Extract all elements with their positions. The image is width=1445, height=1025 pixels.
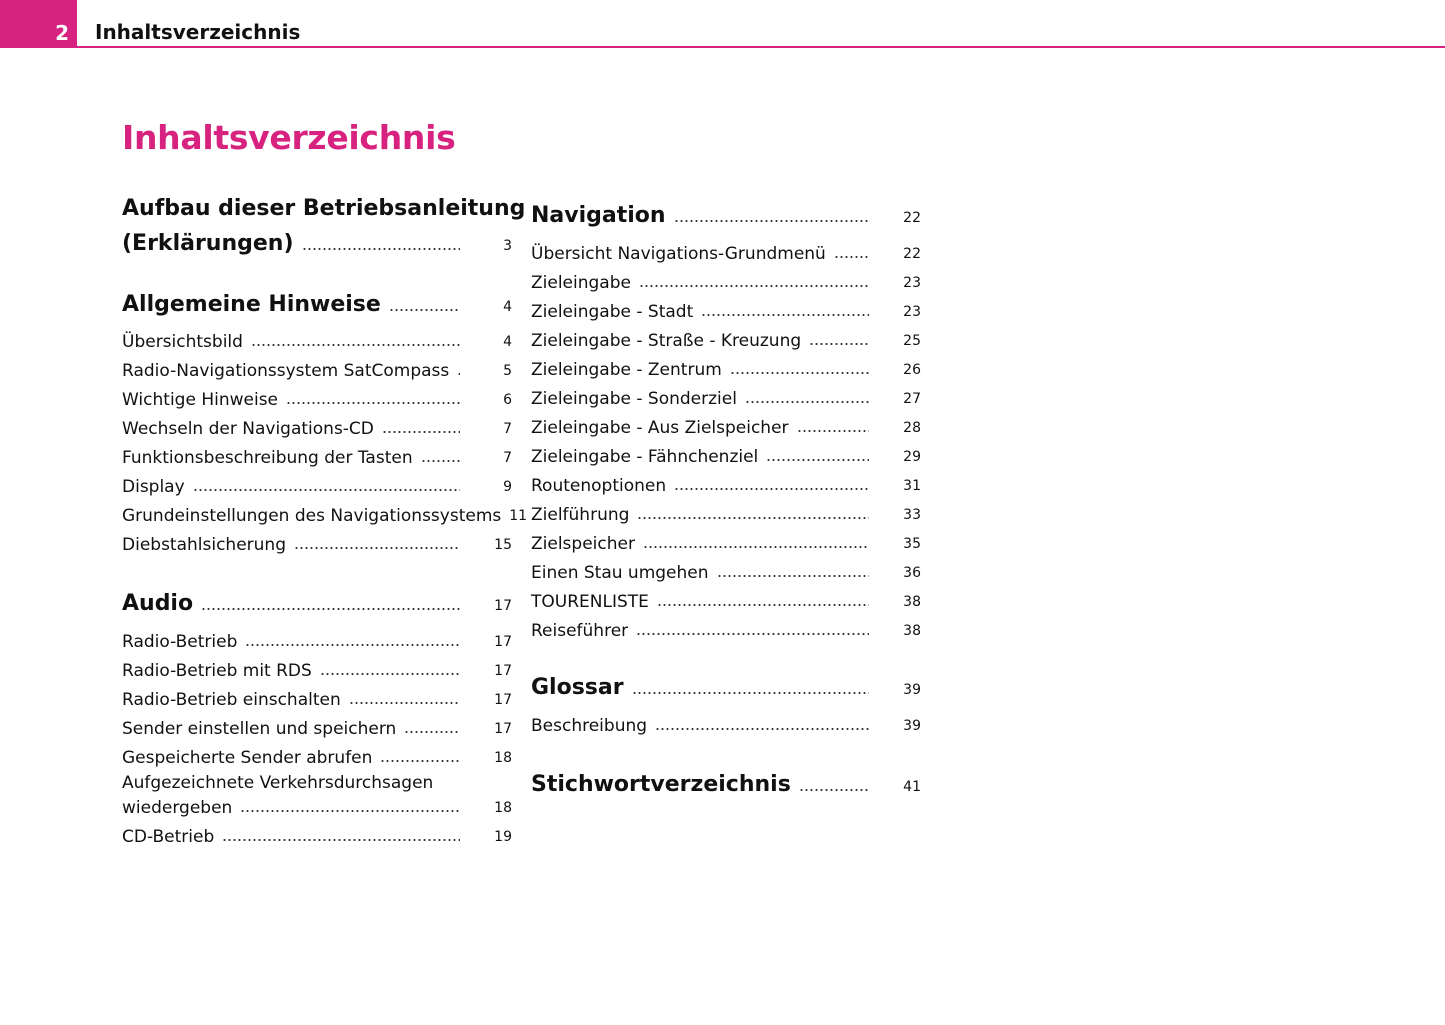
toc-section-navigation[interactable] (531, 196, 921, 228)
section-title: Audio (122, 591, 194, 616)
page-number: 2 (0, 0, 77, 48)
toc-entry[interactable] (531, 327, 921, 351)
toc-entry[interactable] (122, 444, 512, 468)
page-ref: 18 (494, 750, 512, 766)
section-title-line1: Aufbau dieser Betriebsanleitung (122, 196, 526, 221)
entry-label: Einen Stau umgehen (531, 563, 709, 583)
page-ref: 31 (903, 478, 921, 494)
toc-entry[interactable] (531, 530, 921, 554)
dot-leader (222, 839, 460, 841)
section-title: Glossar (531, 675, 624, 700)
entry-label: Radio-Betrieb einschalten (122, 690, 341, 710)
dot-leader (382, 431, 460, 433)
section-title-line2: (Erklärungen) (122, 231, 294, 256)
entry-label-line1: Aufgezeichnete Verkehrsdurchsagen (122, 773, 434, 793)
dot-leader (320, 673, 460, 675)
toc-entry[interactable] (531, 588, 921, 612)
page-ref: 4 (503, 299, 512, 315)
page-ref: 7 (503, 450, 512, 466)
page-ref: 38 (903, 623, 921, 639)
entry-label: Funktionsbeschreibung der Tasten (122, 448, 413, 468)
dot-leader (349, 702, 460, 704)
page-ref: 15 (494, 537, 512, 553)
toc-entry[interactable] (531, 472, 921, 496)
page-ref: 29 (903, 449, 921, 465)
dot-leader (701, 314, 869, 316)
toc-entry[interactable] (122, 531, 512, 555)
toc-entry[interactable] (531, 298, 921, 322)
page-ref: 6 (503, 392, 512, 408)
dot-leader (637, 517, 869, 519)
page-ref: 41 (903, 779, 921, 795)
dot-leader (639, 285, 869, 287)
dot-leader (834, 256, 869, 258)
dot-leader (302, 248, 460, 250)
toc-entry[interactable] (122, 715, 512, 739)
toc-entry[interactable] (122, 415, 512, 439)
entry-label: Diebstahlsicherung (122, 535, 286, 555)
entry-label: Zieleingabe - Aus Zielspeicher (531, 418, 789, 438)
dot-leader (294, 547, 460, 549)
section-title: Navigation (531, 203, 666, 228)
dot-leader (404, 731, 460, 733)
page-ref: 25 (903, 333, 921, 349)
entry-label: Wichtige Hinweise (122, 390, 279, 410)
toc-entry[interactable] (122, 744, 512, 768)
dot-leader (797, 430, 869, 432)
page-ref: 5 (503, 363, 512, 379)
page-ref: 18 (494, 800, 512, 816)
dot-leader (799, 789, 869, 791)
page-ref: 3 (503, 238, 512, 254)
dot-leader (632, 692, 869, 694)
entry-label: CD-Betrieb (122, 827, 215, 847)
entry-label: Gespeicherte Sender abrufen (122, 748, 373, 768)
dot-leader (286, 402, 460, 404)
dot-leader (674, 220, 869, 222)
toc-entry[interactable] (531, 240, 921, 264)
toc-entry[interactable] (531, 712, 921, 736)
page-ref: 23 (903, 275, 921, 291)
entry-label: Zielführung (531, 505, 630, 525)
page-ref: 26 (903, 362, 921, 378)
toc-entry[interactable] (122, 502, 528, 526)
page-ref: 27 (903, 391, 921, 407)
page-ref: 17 (494, 634, 512, 650)
dot-leader (240, 810, 460, 812)
dot-leader (657, 604, 869, 606)
toc-entry[interactable] (531, 385, 921, 409)
toc-entry[interactable] (531, 414, 921, 438)
header-rule (77, 46, 1445, 48)
entry-label-line2: wiedergeben (122, 798, 233, 818)
page-ref: 22 (903, 246, 921, 262)
entry-label: Zieleingabe - Fähnchenziel (531, 447, 759, 467)
entry-label: Sender einstellen und speichern (122, 719, 397, 739)
entry-label: Radio-Betrieb mit RDS (122, 661, 312, 681)
entry-label: Wechseln der Navigations-CD (122, 419, 374, 439)
page-ref: 28 (903, 420, 921, 436)
page-ref: 23 (903, 304, 921, 320)
dot-leader (421, 460, 460, 462)
page-ref: 36 (903, 565, 921, 581)
toc-entry[interactable] (122, 386, 512, 410)
entry-label: Routenoptionen (531, 476, 667, 496)
dot-leader (636, 633, 869, 635)
entry-label: Radio-Navigationssystem SatCompass (122, 361, 450, 381)
entry-label: Zieleingabe - Straße - Kreuzung (531, 331, 802, 351)
entry-label: Display (122, 477, 185, 497)
dot-leader (389, 309, 460, 311)
toc-entry[interactable] (531, 501, 921, 525)
entry-label: Zieleingabe - Stadt (531, 302, 694, 322)
dot-leader (745, 401, 869, 403)
toc-entry[interactable] (531, 617, 921, 641)
toc-section-stichwort[interactable] (531, 765, 921, 797)
dot-leader (717, 575, 869, 577)
dot-leader (655, 728, 869, 730)
toc-section-hinweise[interactable] (122, 285, 512, 317)
toc-entry[interactable] (531, 559, 921, 583)
dot-leader (245, 644, 460, 646)
toc-entry[interactable] (531, 356, 921, 380)
header-title: Inhaltsverzeichnis (95, 20, 301, 44)
toc-section-audio[interactable] (122, 584, 512, 616)
toc-entry[interactable] (122, 628, 512, 652)
dot-leader (193, 489, 460, 491)
entry-label: Zieleingabe - Sonderziel (531, 389, 737, 409)
dot-leader (643, 546, 869, 548)
dot-leader (380, 760, 460, 762)
page-title: Inhaltsverzeichnis (122, 118, 456, 157)
entry-label: Übersichtsbild (122, 332, 243, 352)
page-ref: 22 (903, 210, 921, 226)
toc-entry[interactable] (122, 686, 512, 710)
section-title: Stichwortverzeichnis (531, 772, 791, 797)
page-ref: 39 (903, 682, 921, 698)
entry-label: Grundeinstellungen des Navigationssystems (122, 506, 502, 526)
page-ref: 39 (903, 718, 921, 734)
page-ref: 17 (494, 692, 512, 708)
entry-label: Beschreibung (531, 716, 648, 736)
page-ref: 17 (494, 721, 512, 737)
page-ref: 17 (494, 598, 512, 614)
dot-leader (201, 608, 460, 610)
toc-section-glossar[interactable] (531, 668, 921, 700)
section-title: Allgemeine Hinweise (122, 292, 381, 317)
page-ref: 38 (903, 594, 921, 610)
page-header (0, 0, 1445, 49)
page-ref: 9 (503, 479, 512, 495)
page-ref: 7 (503, 421, 512, 437)
toc-entry[interactable] (531, 269, 921, 293)
entry-label: Zieleingabe (531, 273, 631, 293)
page-ref: 11 (509, 508, 528, 524)
toc-entry[interactable] (122, 357, 512, 381)
page-ref: 35 (903, 536, 921, 552)
entry-label: Übersicht Navigations-Grundmenü (531, 244, 826, 264)
page-ref: 19 (494, 829, 512, 845)
dot-leader (766, 459, 869, 461)
dot-leader (730, 372, 869, 374)
entry-label: Radio-Betrieb (122, 632, 238, 652)
dot-leader (809, 343, 869, 345)
toc-entry[interactable] (122, 823, 512, 847)
toc-entry[interactable] (122, 473, 512, 497)
entry-label: Zielspeicher (531, 534, 635, 554)
entry-label: Reiseführer (531, 621, 629, 641)
page-ref: 33 (903, 507, 921, 523)
entry-label: Zieleingabe - Zentrum (531, 360, 722, 380)
page-ref: 17 (494, 663, 512, 679)
toc-entry[interactable] (122, 328, 512, 352)
dot-leader (251, 344, 460, 346)
entry-label: TOURENLISTE (531, 592, 649, 612)
dot-leader (674, 488, 869, 490)
toc-entry[interactable] (122, 657, 512, 681)
page-ref: 4 (503, 334, 512, 350)
toc-entry[interactable] (531, 443, 921, 467)
